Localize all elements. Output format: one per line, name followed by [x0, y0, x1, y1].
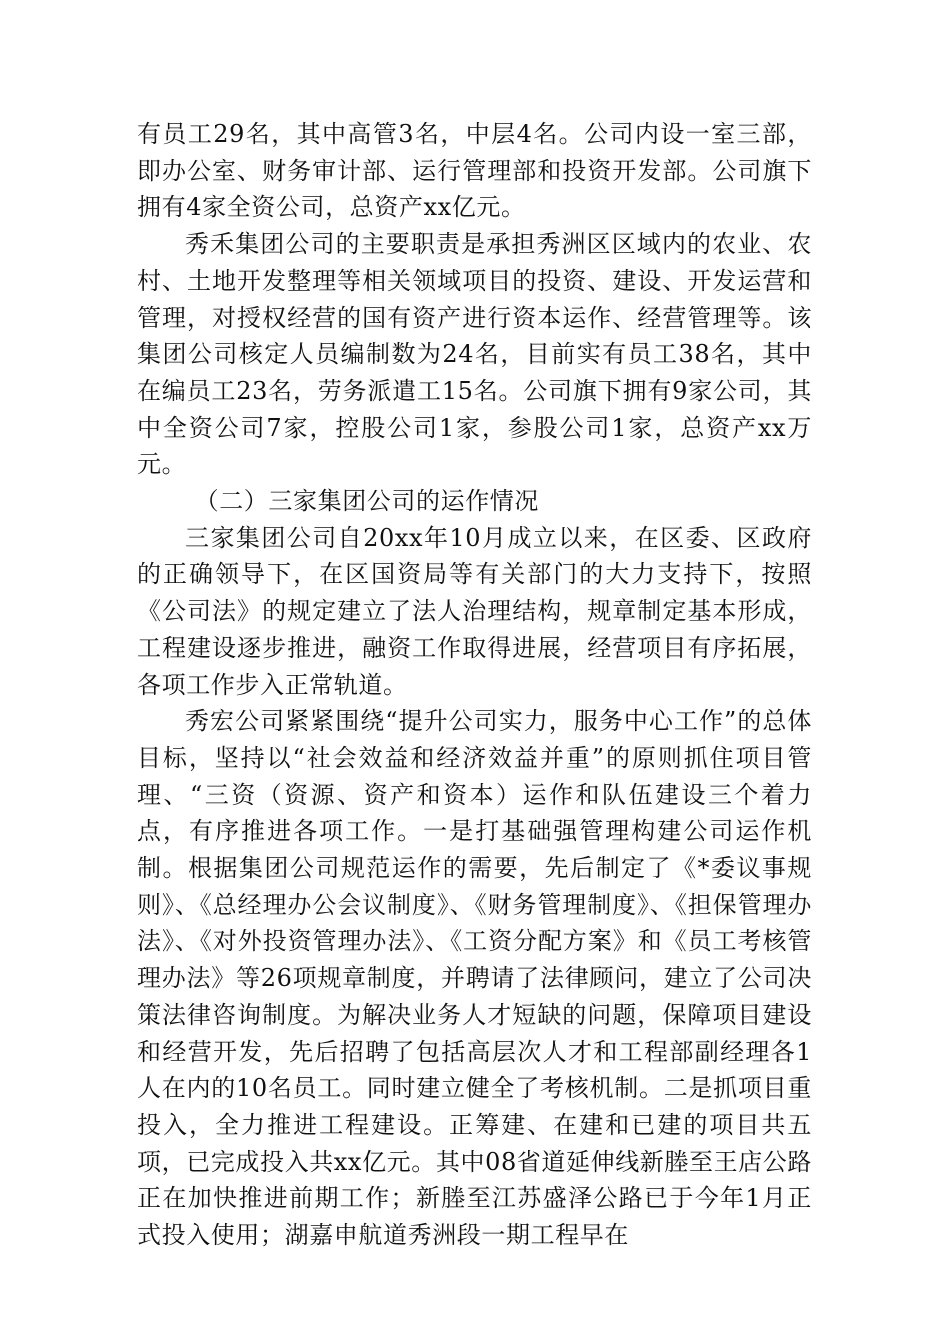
paragraph-staff-overview: 有员工29名，其中高管3名，中层4名。公司内设一室三部，即办公室、财务审计部、运行管理部和投资开发部。公司旗下拥有4家全资公司，总资产xx亿元。	[137, 120, 812, 222]
document-page	[137, 116, 812, 1254]
section-heading: （二）三家集团公司的运作情况	[194, 487, 539, 516]
paragraph-xiuhe-group: 秀禾集团公司的主要职责是承担秀洲区区域内的农业、农村、土地开发整理等相关领域项目的投资、建设、开发运营和管理，对授权经营的国有资产进行资本运作、经营管理等。该集团公司核定人员编制数为24名，目前实有员工38名，其中在编员工23名，劳务派遣工15名。公司旗下拥有9家公司，其中全资公司7家，控股公司1家，参股公司1家，总资产xx万元。	[137, 230, 812, 479]
paragraph-xiuhong-company: 秀宏公司紧紧围绕“提升公司实力，服务中心工作”的总体目标，坚持以“社会效益和经济效益并重”的原则抓住项目管理、“三资（资源、资产和资本）运作和队伍建设三个着力点，有序推进各项工作。一是打基础强管理构建公司运作机制。根据集团公司规范运作的需要，先后制定了《*委议事规则》、《总经理办公会议制度》、《财务管理制度》、《担保管理办法》、《对外投资管理办法》、《工资分配方案》和《员工考核管理办法》等26项规章制度，并聘请了法律顾问，建立了公司决策法律咨询制度。为解决业务人才短缺的问题，保障项目建设和经营开发，先后招聘了包括高层次人才和工程部副经理各1人在内的10名员工。同时建立健全了考核机制。二是抓项目重投入，全力推进工程建设。正筹建、在建和已建的项目共五项，已完成投入共xx亿元。其中08省道延伸线新塍至王店公路正在加快推进前期工作；新塍至江苏盛泽公路已于今年1月正式投入使用；湖嘉申航道秀洲段一期工程早在	[137, 707, 813, 1250]
paragraph-operation-summary: 三家集团公司自20xx年10月成立以来，在区委、区政府的正确领导下，在区国资局等有关部门的大力支持下，按照《公司法》的规定建立了法人治理结构，规章制定基本形成，工程建设逐步推进，融资工作取得进展，经营项目有序拓展，各项工作步入正常轨道。	[137, 523, 812, 699]
